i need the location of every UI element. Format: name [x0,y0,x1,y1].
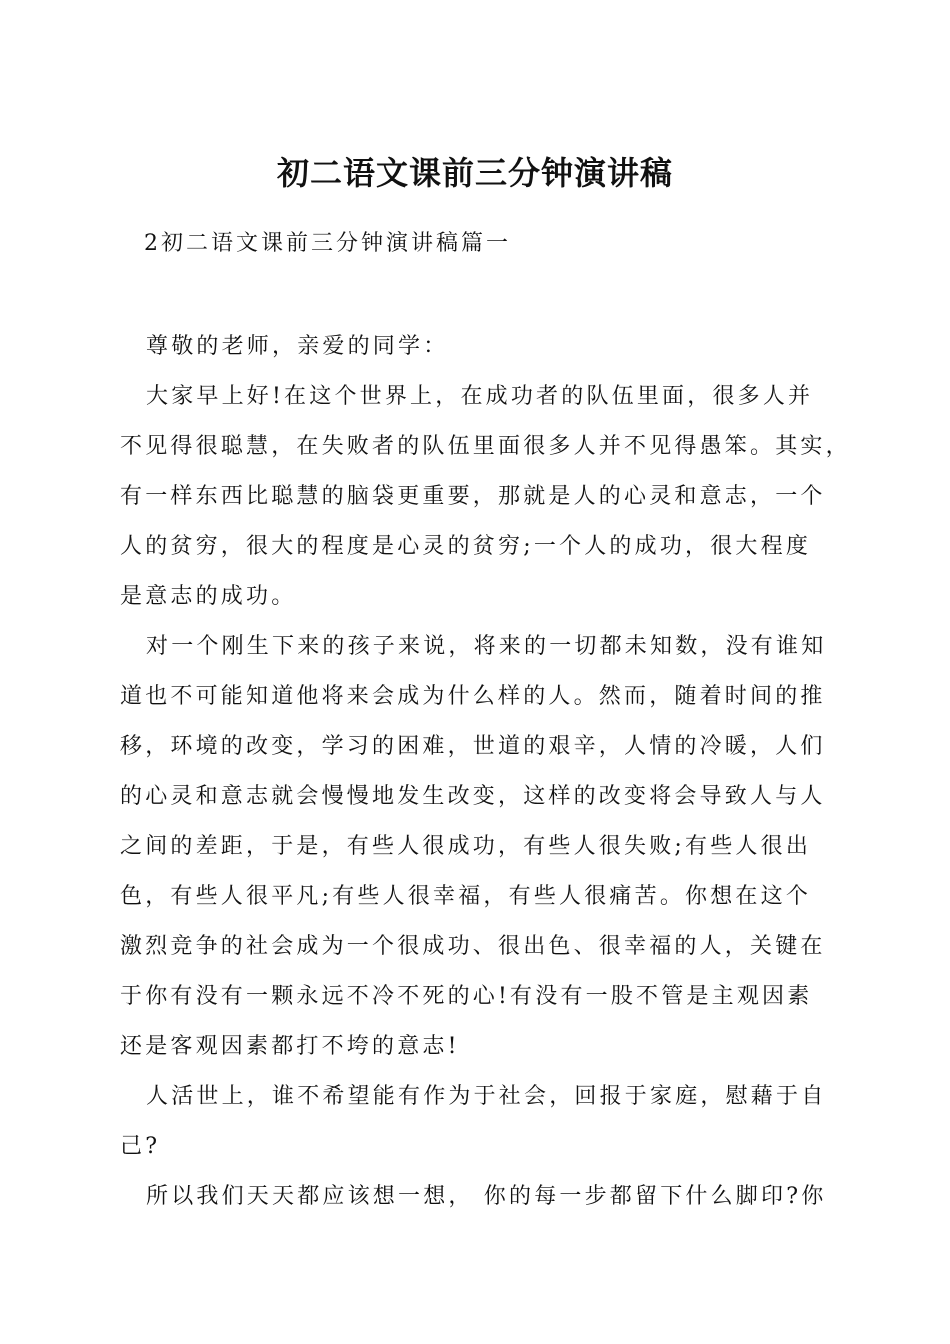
text-line: 道也不可能知道他将来会成为什么样的人。然而，随着时间的推 [120,684,826,709]
text-line: 的心灵和意志就会慢慢地发生改变，这样的改变将会导致人与人 [120,784,826,809]
text-line: 人活世上，谁不希望能有作为于社会，回报于家庭，慰藉于自 [146,1084,827,1109]
text-line: 于你有没有一颗永远不冷不死的心!有没有一股不管是主观因素 [120,984,813,1009]
text-line: 对一个刚生下来的孩子来说，将来的一切都未知数，没有谁知 [146,634,827,659]
text-line: 所以我们天天都应该想一想， 你的每一步都留下什么脚印?你 [146,1184,827,1209]
text-line: 人的贫穷，很大的程度是心灵的贫穷;一个人的成功，很大程度 [120,534,812,559]
text-line: 大家早上好!在这个世界上，在成功者的队伍里面，很多人并 [146,384,814,409]
text-line: 还是客观因素都打不垮的意志! [120,1034,460,1059]
section-heading: 2初二语文课前三分钟演讲稿篇一 [144,231,511,256]
text-line: 激烈竞争的社会成为一个很成功、很出色、很幸福的人，关键在 [120,934,826,959]
text-line: 之间的差距，于是，有些人很成功，有些人很失败;有些人很出 [120,834,812,859]
text-line: 尊敬的老师，亲爱的同学： [146,334,449,359]
text-line: 是意志的成功。 [120,584,297,609]
text-line: 不见得很聪慧，在失败者的队伍里面很多人并不见得愚笨。其实， [120,434,851,459]
text-line: 己? [120,1134,161,1159]
text-line: 色，有些人很平凡;有些人很幸福，有些人很痛苦。你想在这个 [120,884,812,909]
text-line: 有一样东西比聪慧的脑袋更重要，那就是人的心灵和意志，一个 [120,484,826,509]
document-title: 初二语文课前三分钟演讲稿 [276,154,673,192]
text-line: 移，环境的改变，学习的困难，世道的艰辛，人情的冷暖，人们 [120,734,826,759]
